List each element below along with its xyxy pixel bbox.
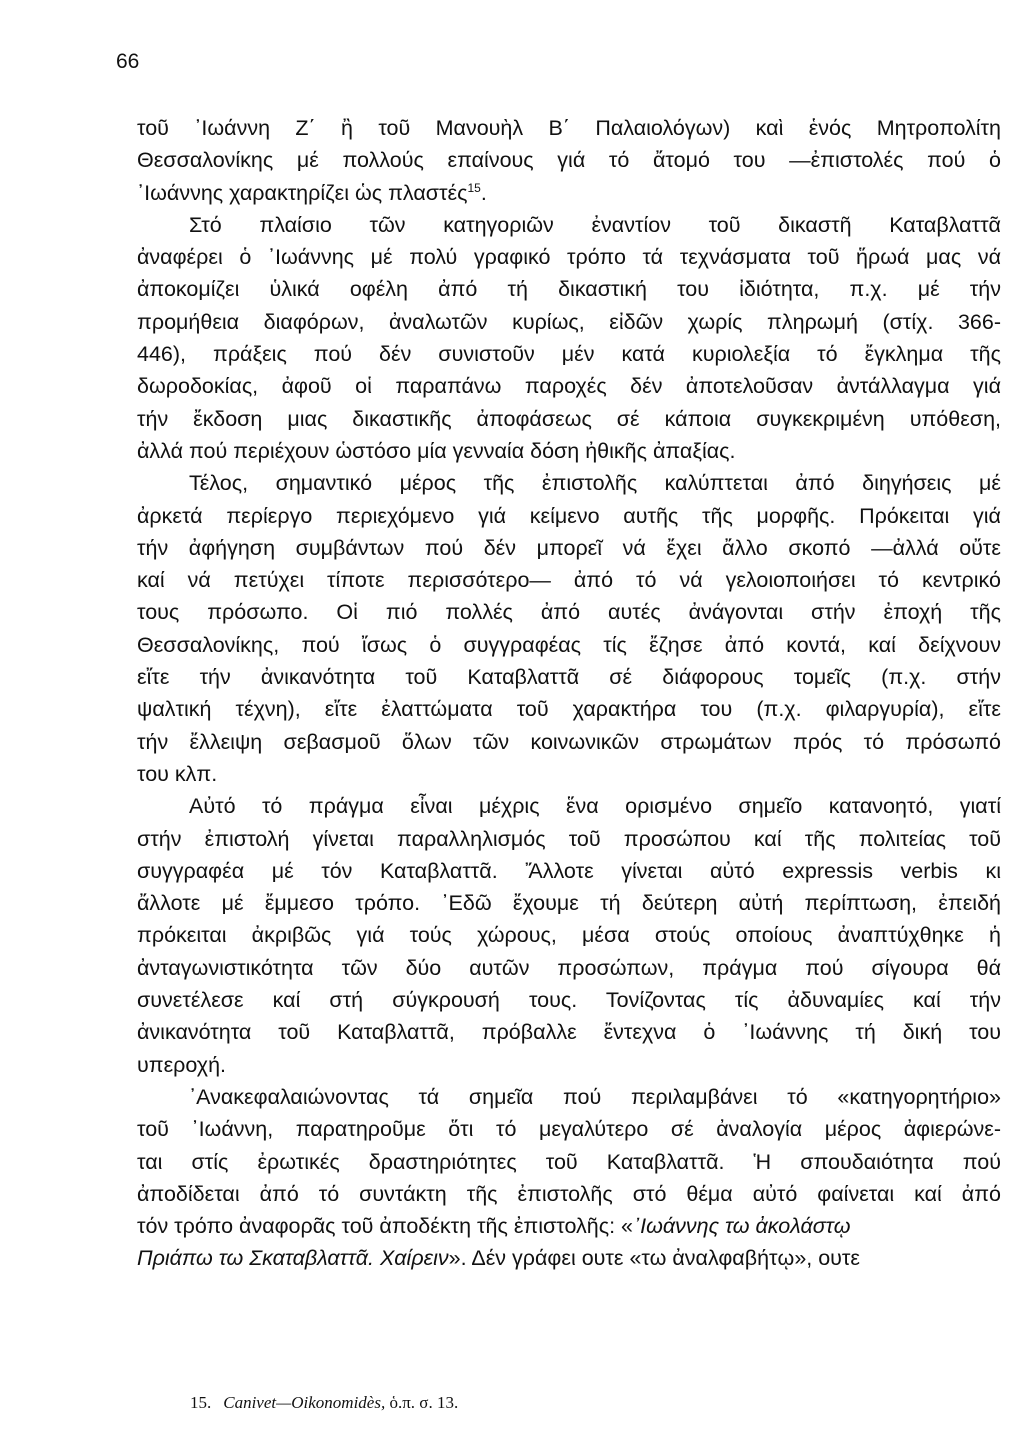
text-line: Στό πλαίσιο τῶν κατηγοριῶν ἐναντίον τοῦ δικαστῆ Καταβλαττᾶ bbox=[189, 212, 1001, 237]
text-line: ἀνταγωνιστικότητα τῶν δύο αυτῶν προσώπων, πράγμα πού σίγουρα θά bbox=[137, 955, 1001, 980]
text-line: ἀποδίδεται ἀπό τό συντάκτη τῆς ἐπιστολῆς στό θέμα αὐτό φαίνεται καί ἀπό bbox=[137, 1181, 1001, 1206]
text-line: ψαλτική τέχνη), εἴτε ἐλαττώματα τοῦ χαρακτήρα του (π.χ. φιλαργυρία), εἴτε bbox=[137, 697, 1001, 722]
text-line: ται στίς ἐρωτικές δραστηριότητες τοῦ Καταβλαττᾶ. Ἡ σπουδαιότητα πού bbox=[137, 1149, 1001, 1174]
italic-fragment: ᾿Ιωάννης τω ἀκολάστῳ bbox=[633, 1214, 851, 1239]
text-line: ἀναφέρει ὁ ᾿Ιωάννης μέ πολύ γραφικό τρόπο τά τεχνάσματα τοῦ ἥρωά μας νά bbox=[137, 245, 1001, 270]
text-line bbox=[137, 1210, 1001, 1242]
footnote-author: Canivet—Oikonomidès, bbox=[223, 1393, 386, 1412]
text-line: Αὐτό τό πράγμα εἶναι μέχρις ἕνα ορισμένο σημεῖο κατανοητό, γιατί bbox=[189, 794, 1001, 819]
italic-fragment: Πριάπω τω Σκαταβλαττᾶ. Χαίρειν bbox=[137, 1246, 449, 1271]
text-line: του κλπ. bbox=[137, 761, 218, 786]
footnote-text: ὁ.π. σ. 13. bbox=[389, 1393, 459, 1412]
text-line: τήν ἀφήγηση συμβάντων πού δέν μπορεῖ νά ἔχει ἄλλο σκοπό —ἀλλά οὔτε bbox=[137, 535, 1001, 560]
text-line: προμήθεια διαφόρων, ἀναλωτῶν κυρίως, εἰδῶν χωρίς πληρωμή (στίχ. 366- bbox=[137, 309, 1001, 334]
text-fragment: τόν τρόπο ἀναφορᾶς τοῦ ἀποδέκτη τῆς ἐπιστολῆς: « bbox=[137, 1214, 633, 1239]
text-line: ᾿Ανακεφαλαιώνοντας τά σημεῖα πού περιλαμβάνει τό «κατηγορητήριο» bbox=[189, 1084, 1001, 1109]
text-line: Τέλος, σημαντικό μέρος τῆς ἐπιστολῆς καλύπτεται ἀπό διηγήσεις μέ bbox=[189, 471, 1001, 496]
footnote bbox=[190, 1393, 458, 1413]
text-fragment: . bbox=[480, 180, 487, 205]
page-number: 66 bbox=[116, 50, 140, 73]
footnote-reference[interactable]: 15 bbox=[467, 180, 481, 195]
text-line: Θεσσαλονίκης, πού ἴσως ὁ συγγραφέας τίς ἔζησε ἀπό κοντά, καί δείχνουν bbox=[137, 632, 1001, 657]
text-line: συνετέλεσε καί στή σύγκρουσή τους. Τονίζοντας τίς ἀδυναμίες καί τήν bbox=[137, 988, 1001, 1013]
text-line: τήν ἔκδοση μιας δικαστικῆς ἀποφάσεως σέ κάποια συγκεκριμένη υπόθεση, bbox=[137, 406, 1001, 431]
text-line: συγγραφέα μέ τόν Καταβλαττᾶ. Ἄλλοτε γίνεται αὐτό expressis verbis κι bbox=[137, 858, 1001, 883]
text-line: ἀνικανότητα τοῦ Καταβλαττᾶ, πρόβαλλε ἔντεχνα ὁ ᾿Ιωάννης τή δική του bbox=[137, 1020, 1001, 1045]
text-line bbox=[137, 1242, 1001, 1274]
text-line: τήν ἔλλειψη σεβασμοῦ ὅλων τῶν κοινωνικῶν στρωμάτων πρός τό πρόσωπό bbox=[137, 729, 1001, 754]
text-line: εἴτε τήν ἀνικανότητα τοῦ Καταβλαττᾶ σέ διάφορους τομεῖς (π.χ. στήν bbox=[137, 665, 1001, 690]
text-fragment: ᾿Ιωάννης χαρακτηρίζει ὡς πλαστές bbox=[137, 180, 468, 205]
text-line: δωροδοκίας, ἀφοῦ οἱ παραπάνω παροχές δέν ἀποτελοῦσαν ἀντάλλαγμα γιά bbox=[137, 374, 1001, 399]
footnote-number: 15. bbox=[190, 1393, 212, 1412]
text-line: ἀλλά πού περιέχουν ὡστόσο μία γενναία δόση ἠθικῆς ἀπαξίας. bbox=[137, 438, 736, 463]
text-line: στήν ἐπιστολή γίνεται παραλληλισμός τοῦ προσώπου καί τῆς πολιτείας τοῦ bbox=[137, 826, 1001, 851]
text-line: τοῦ ᾿Ιωάννη Ζ΄ ἢ τοῦ Μανουὴλ Β΄ Παλαιολόγων) καὶ ἑνός Μητροπολίτη bbox=[137, 116, 1001, 140]
text-line: πρόκειται ἀκριβῶς γιά τούς χώρους, μέσα στούς οποίους ἀναπτύχθηκε ἡ bbox=[137, 923, 1001, 948]
text-line: 446), πράξεις πού δέν συνιστοῦν μέν κατά κυριολεξία τό ἔγκλημα τῆς bbox=[137, 342, 1001, 367]
text-line: τους πρόσωπο. Οἱ πιό πολλές ἀπό αυτές ἀνάγονται στήν ἐποχή τῆς bbox=[137, 600, 1001, 625]
text-fragment: ». Δέν γράφει ουτε «τω ἀναλφαβήτῳ», ουτε bbox=[448, 1246, 861, 1271]
text-line: ἀποκομίζει ὑλικά οφέλη ἀπό τή δικαστική του ἰδιότητα, π.χ. μέ τήν bbox=[137, 277, 1001, 302]
body-text bbox=[137, 112, 1001, 1275]
text-line: τοῦ ᾿Ιωάννη, παρατηροῦμε ὅτι τό μεγαλύτερο σέ ἀναλογία μέρος ἀφιερώνε- bbox=[137, 1117, 1001, 1142]
text-line: Θεσσαλονίκης μέ πολλούς επαίνους γιά τό ἄτομό του —ἐπιστολές πού ὁ bbox=[137, 148, 1001, 173]
text-line bbox=[137, 177, 1001, 209]
text-line: ἀρκετά περίεργο περιεχόμενο γιά κείμενο αυτῆς τῆς μορφῆς. Πρόκειται γιά bbox=[137, 503, 1001, 528]
text-line: υπεροχή. bbox=[137, 1052, 227, 1077]
text-line: ἄλλοτε μέ ἔμμεσο τρόπο. ᾿Εδῶ ἔχουμε τή δεύτερη αὐτή περίπτωση, ἐπειδή bbox=[137, 891, 1001, 916]
text-line: καί νά πετύχει τίποτε περισσότερο— ἀπό τό νά γελοιοποιήσει τό κεντρικό bbox=[137, 568, 1001, 593]
